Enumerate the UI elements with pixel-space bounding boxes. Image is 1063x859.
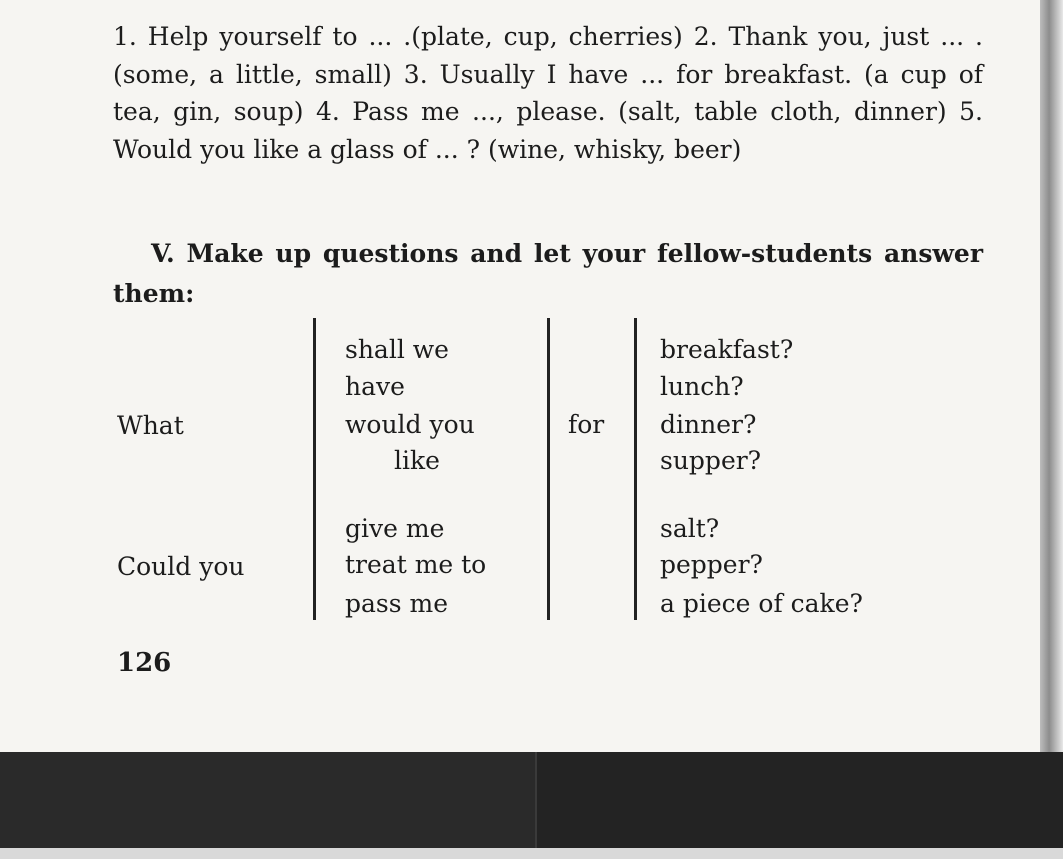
table-cell-lunch: lunch? xyxy=(660,372,744,401)
background-strip xyxy=(0,848,1063,859)
table-cell-have: have xyxy=(345,372,405,401)
table-cell-pepper: pepper? xyxy=(660,550,763,579)
screen-background xyxy=(0,752,1063,859)
exercise-paragraph: 1. Help yourself to ... .(plate, cup, cherries) 2. Thank you, just ... . (some, a little, small) 3. Usually I have ... for breakfast. (a cup of tea, gin, soup) 4. Pass me ..., please. (salt, table cloth, dinner) 5. Would you like a glass of ... ? (wine, whisky, beer) xyxy=(113,22,983,164)
page-edge xyxy=(1040,0,1063,752)
background-panel-right xyxy=(535,752,1063,848)
background-panel-left xyxy=(0,752,535,848)
table-divider-3 xyxy=(634,318,637,620)
table-cell-would-you: would you xyxy=(345,410,475,439)
page-number: 126 xyxy=(117,648,172,678)
table-cell-could-you: Could you xyxy=(117,552,245,581)
table-cell-pass-me: pass me xyxy=(345,589,449,618)
table-cell-what: What xyxy=(117,411,184,440)
table-cell-salt: salt? xyxy=(660,514,720,543)
table-cell-give-me: give me xyxy=(345,514,445,543)
table-cell-shall-we: shall we xyxy=(345,335,449,364)
table-divider-2 xyxy=(547,318,550,620)
table-cell-treat-me-to: treat me to xyxy=(345,550,487,579)
table-cell-supper: supper? xyxy=(660,446,762,475)
table-cell-like: like xyxy=(394,446,440,475)
exercise-heading: V. Make up questions and let your fellow-students answer them: xyxy=(113,239,983,308)
table-cell-breakfast: breakfast? xyxy=(660,335,794,364)
table-cell-for: for xyxy=(568,410,605,439)
table-divider-1 xyxy=(313,318,316,620)
table-cell-dinner: dinner? xyxy=(660,410,757,439)
table-cell-cake: a piece of cake? xyxy=(660,589,863,618)
